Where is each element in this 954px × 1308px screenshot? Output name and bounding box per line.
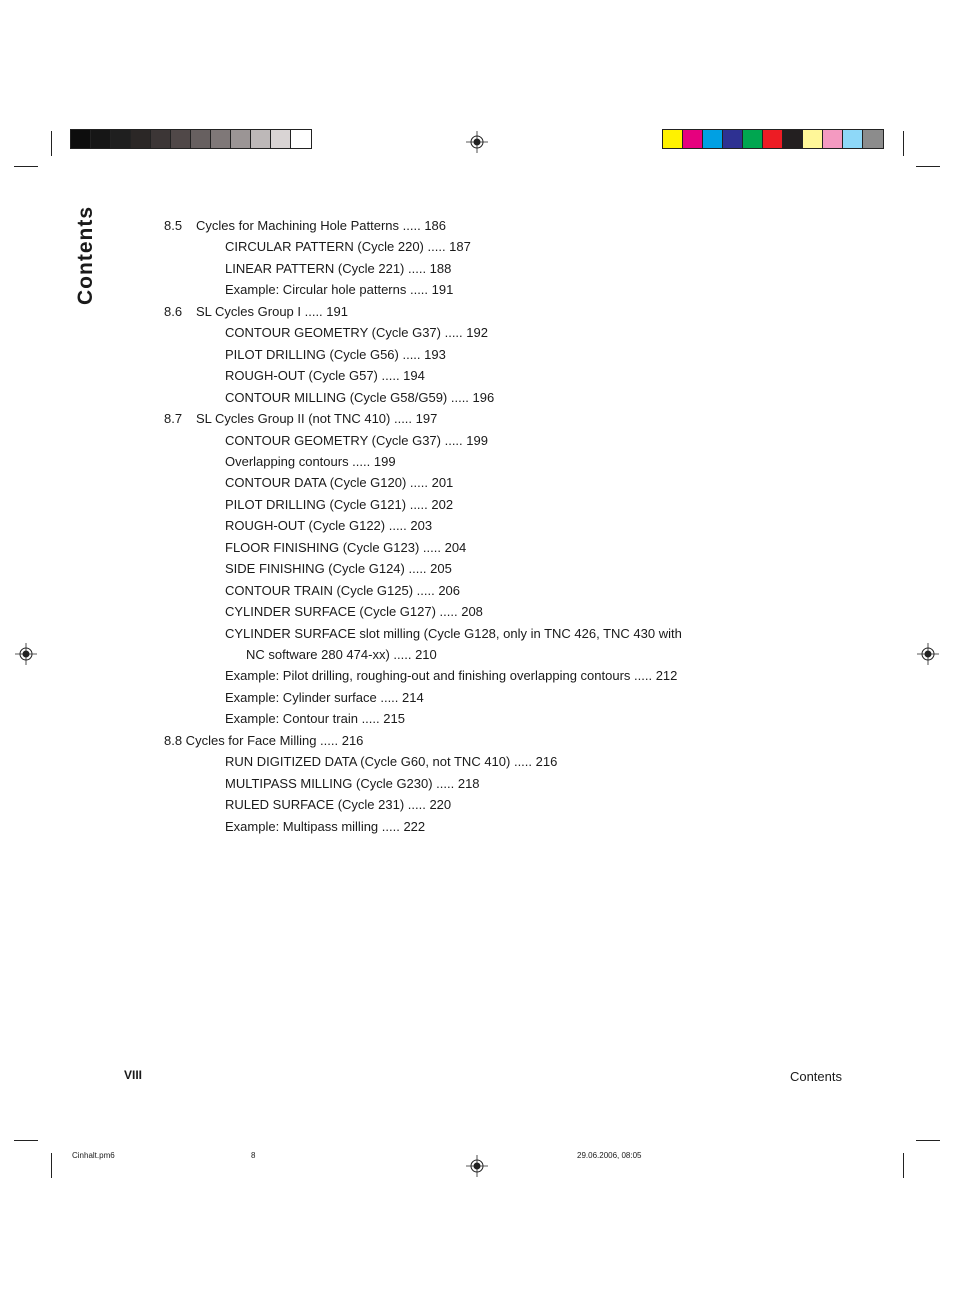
process-color-bar bbox=[662, 129, 884, 149]
toc-entry bbox=[225, 325, 488, 341]
toc-entry-text: CIRCULAR PATTERN (Cycle 220) ..... 187 bbox=[225, 239, 471, 255]
color-swatch bbox=[843, 130, 863, 148]
color-swatch bbox=[231, 130, 251, 148]
toc-entry-text: CYLINDER SURFACE slot milling (Cycle G128, only in TNC 426, TNC 430 with bbox=[225, 625, 682, 641]
toc-entry-text: PILOT DRILLING (Cycle G56) ..... 193 bbox=[225, 346, 446, 362]
toc-entry-text: FLOOR FINISHING (Cycle G123) ..... 204 bbox=[225, 539, 467, 555]
toc-entry bbox=[225, 282, 453, 298]
toc-entry-text: NC software 280 474-xx) ..... 210 bbox=[246, 647, 437, 662]
color-swatch bbox=[291, 130, 311, 148]
side-title: Contents bbox=[74, 206, 97, 305]
slug-date: 29.06.2006, 08:05 bbox=[577, 1151, 642, 1160]
toc-entry bbox=[225, 239, 471, 255]
color-swatch bbox=[271, 130, 291, 148]
toc-entry bbox=[225, 626, 682, 642]
toc-section-number: 8.7 bbox=[164, 411, 183, 427]
registration-mark-icon bbox=[15, 643, 37, 665]
toc-entry-text: CONTOUR DATA (Cycle G120) ..... 201 bbox=[225, 475, 454, 491]
color-swatch bbox=[683, 130, 703, 148]
slug-page: 8 bbox=[251, 1151, 256, 1160]
toc-entry-text: RULED SURFACE (Cycle 231) ..... 220 bbox=[225, 797, 452, 813]
toc-entry bbox=[225, 347, 446, 363]
color-swatch bbox=[151, 130, 171, 148]
color-swatch bbox=[71, 130, 91, 148]
crop-mark bbox=[51, 1153, 52, 1178]
toc-entry bbox=[225, 819, 425, 835]
slug-filename: Cinhalt.pm6 bbox=[72, 1151, 115, 1160]
color-swatch bbox=[803, 130, 823, 148]
crop-mark bbox=[903, 1153, 904, 1178]
toc-entry bbox=[225, 540, 466, 556]
toc-entry-text: Example: Pilot drilling, roughing-out and finishing overlapping contours ..... 212 bbox=[225, 668, 678, 684]
toc-entry-text: CYLINDER SURFACE (Cycle G127) ..... 208 bbox=[225, 604, 483, 620]
toc-entry-text: ROUGH-OUT (Cycle G122) ..... 203 bbox=[225, 518, 433, 534]
color-swatch bbox=[863, 130, 883, 148]
toc-entry-text: 8.8 Cycles for Face Milling ..... 216 bbox=[164, 732, 364, 748]
toc-entry bbox=[225, 368, 425, 384]
toc-entry bbox=[225, 583, 460, 599]
toc-entry-text: CONTOUR MILLING (Cycle G58/G59) ..... 196 bbox=[225, 389, 495, 405]
toc-entry bbox=[225, 497, 453, 513]
toc-entry-text: CONTOUR GEOMETRY (Cycle G37) ..... 199 bbox=[225, 432, 488, 448]
toc-entry bbox=[164, 733, 363, 749]
running-footer: Contents bbox=[789, 1069, 842, 1084]
toc-entry-text: MULTIPASS MILLING (Cycle G230) ..... 218 bbox=[225, 775, 480, 791]
color-swatch bbox=[191, 130, 211, 148]
color-swatch bbox=[823, 130, 843, 148]
color-swatch bbox=[763, 130, 783, 148]
crop-mark bbox=[51, 131, 52, 156]
toc-entry-text: ROUGH-OUT (Cycle G57) ..... 194 bbox=[225, 368, 425, 384]
color-swatch bbox=[723, 130, 743, 148]
toc-entry-text: Cycles for Machining Hole Patterns ..... 186 bbox=[196, 218, 447, 233]
toc-entry-text: PILOT DRILLING (Cycle G121) ..... 202 bbox=[225, 496, 454, 512]
page-number: VIII bbox=[124, 1068, 143, 1082]
toc-entry bbox=[225, 561, 452, 577]
crop-mark bbox=[916, 166, 940, 167]
toc-entry bbox=[225, 797, 451, 813]
color-swatch bbox=[111, 130, 131, 148]
toc-entry-text: LINEAR PATTERN (Cycle 221) ..... 188 bbox=[225, 260, 452, 276]
toc-entry bbox=[225, 518, 432, 534]
toc-entry-text: Example: Circular hole patterns ..... 191 bbox=[225, 282, 454, 298]
color-swatch bbox=[131, 130, 151, 148]
toc-section-number: 8.5 bbox=[164, 218, 183, 233]
toc-entry bbox=[225, 390, 494, 406]
toc-entry bbox=[225, 776, 480, 792]
color-swatch bbox=[743, 130, 763, 148]
toc-entry-text: CONTOUR TRAIN (Cycle G125) ..... 206 bbox=[225, 582, 461, 598]
toc-entry bbox=[225, 433, 488, 449]
toc-entry-text: CONTOUR GEOMETRY (Cycle G37) ..... 192 bbox=[225, 325, 488, 341]
toc-entry bbox=[225, 261, 451, 277]
toc-entry bbox=[225, 711, 405, 727]
toc-section-number: 8.6 bbox=[164, 303, 183, 319]
color-swatch bbox=[783, 130, 803, 148]
toc-entry-text: Example: Contour train ..... 215 bbox=[225, 711, 405, 727]
toc-entry-text: RUN DIGITIZED DATA (Cycle G60, not TNC 410) ..... 216 bbox=[225, 754, 558, 770]
color-swatch bbox=[703, 130, 723, 148]
toc-entry bbox=[225, 754, 557, 770]
registration-mark-icon bbox=[466, 1155, 488, 1177]
toc-entry-text: SL Cycles Group II (not TNC 410) ..... 197 bbox=[196, 411, 438, 427]
color-swatch bbox=[171, 130, 191, 148]
toc-entry-text: SIDE FINISHING (Cycle G124) ..... 205 bbox=[225, 561, 452, 577]
toc-entry bbox=[225, 475, 453, 491]
crop-mark bbox=[903, 131, 904, 156]
crop-mark bbox=[916, 1140, 940, 1141]
color-swatch bbox=[91, 130, 111, 148]
toc-entry-text: SL Cycles Group I ..... 191 bbox=[196, 303, 348, 319]
registration-mark-icon bbox=[917, 643, 939, 665]
color-swatch bbox=[211, 130, 231, 148]
toc-entry bbox=[225, 604, 483, 620]
toc-entry bbox=[164, 218, 446, 234]
toc-entry bbox=[225, 454, 396, 470]
registration-mark-icon bbox=[466, 131, 488, 153]
toc-entry bbox=[225, 668, 677, 684]
color-swatch bbox=[663, 130, 683, 148]
toc-entry-text: Overlapping contours ..... 199 bbox=[225, 453, 396, 469]
color-swatch bbox=[251, 130, 271, 148]
toc-entry bbox=[225, 690, 424, 706]
toc-entry bbox=[164, 411, 437, 427]
grayscale-color-bar bbox=[70, 129, 312, 149]
toc-entry-text: Example: Multipass milling ..... 222 bbox=[225, 818, 426, 834]
toc-entry bbox=[164, 304, 348, 320]
toc-entry-text: Example: Cylinder surface ..... 214 bbox=[225, 689, 424, 705]
crop-mark bbox=[14, 166, 38, 167]
crop-mark bbox=[14, 1140, 38, 1141]
toc-entry bbox=[246, 647, 437, 663]
